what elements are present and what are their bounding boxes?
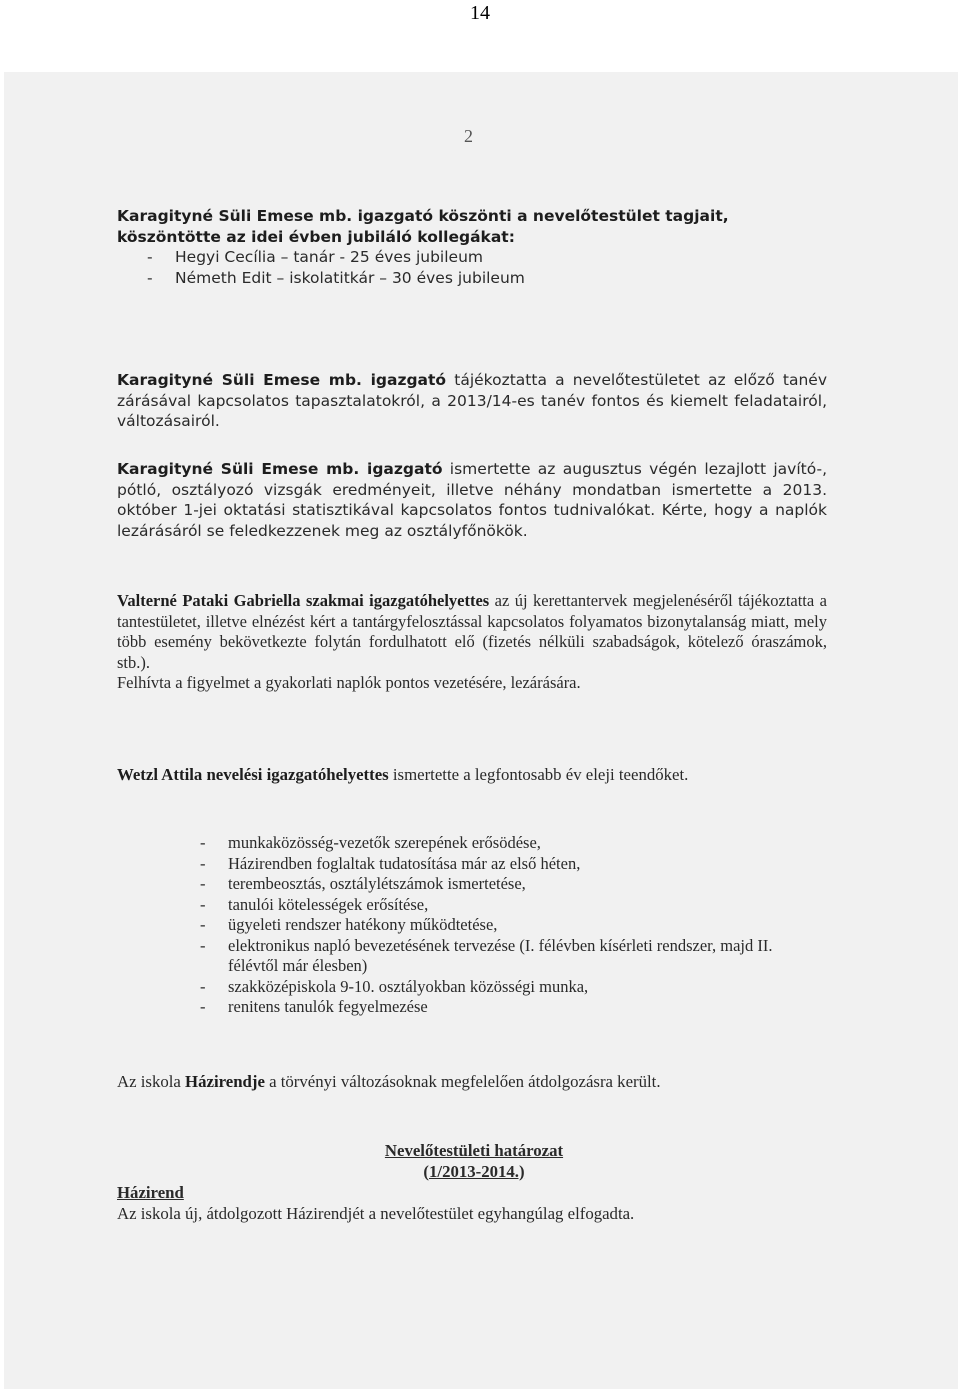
resolution-text: Az iskola új, átdolgozott Házirendjét a nevelőtestület egyhangúlag elfogadta.: [117, 1203, 635, 1223]
speaker-name: Karagityné Süli Emese mb. igazgató: [117, 371, 447, 389]
list-item: - Házirendben foglaltak tudatosítása már az első héten,: [200, 854, 825, 875]
list-item: - munkaközösség-vezetők szerepének erősödése,: [200, 833, 825, 854]
paragraph-text: a törvényi változásoknak megfelelően átdolgozásra került.: [264, 1072, 661, 1091]
greeting-heading-line1: Karagityné Süli Emese mb. igazgató köszönti a nevelőtestület tagjait,: [117, 207, 729, 225]
resolution-title: [234, 1141, 714, 1182]
list-item: - renitens tanulók fegyelmezése: [200, 997, 825, 1018]
scanned-page: [4, 72, 958, 1389]
speaker-name: Valterné Pataki Gabriella szakmai igazgatóhelyettes: [117, 591, 490, 610]
resolution-body: [117, 1183, 827, 1224]
paragraph-tajekoztatas: [117, 370, 827, 432]
greeting-section: [117, 206, 832, 288]
resolution-label: Házirend: [117, 1183, 184, 1202]
resolution-title-line1: Nevelőtestületi határozat: [384, 1141, 564, 1160]
paragraph-teendok: [117, 765, 827, 786]
greeting-heading-line2: köszöntötte az idei évben jubiláló kollegákat:: [117, 227, 515, 246]
tasks-list: [200, 833, 825, 1018]
jubilee-list: [117, 247, 832, 288]
paragraph-text: Az iskola: [117, 1072, 186, 1091]
scanned-page-number: 2: [464, 126, 473, 146]
paragraph-body: [117, 591, 827, 673]
list-item: - Németh Edit – iskolatitkár – 30 éves jubileum: [147, 268, 832, 289]
emphasis: Házirendje: [185, 1072, 265, 1091]
resolution-title-line2: (1/2013-2014.): [423, 1161, 525, 1181]
list-item: - tanulói kötelességek erősítése,: [200, 895, 825, 916]
page-number: 14: [470, 2, 490, 24]
paragraph-text: ismertette a legfontosabb év eleji teendőket.: [388, 765, 689, 784]
paragraph-text: az új kerettantervek megjelenéséről tájékoztatta a tantestületet, illetve elnézést kért a tantárgyfelosztással kapcsolatos folyamatos bizonytalanság miatt, mely több esemény bekövetkezte folytán fordulhatott elő (fizetés nélküli szabadságok, kötelező óraszámok, stb.).: [117, 591, 827, 672]
speaker-name: Wetzl Attila nevelési igazgatóhelyettes: [117, 765, 389, 784]
list-item: - szakközépiskola 9-10. osztályokban közösségi munka,: [200, 977, 825, 998]
paragraph-kerettanterv: [117, 591, 827, 694]
list-item: - elektronikus napló bevezetésének tervezése (I. félévben kísérleti rendszer, majd II. félévtől már élesben): [200, 936, 825, 977]
list-item: - ügyeleti rendszer hatékony működtetése,: [200, 915, 825, 936]
list-item: - terembeosztás, osztálylétszámok ismertetése,: [200, 874, 825, 895]
paragraph-text: tájékoztatta a nevelőtestületet az előző tanév zárásával kapcsolatos tapasztalatokról, a 2013/14-es tanév fontos és kiemelt feladatairól, változásairól.: [117, 371, 827, 430]
list-item: - Hegyi Cecília – tanár - 25 éves jubileum: [147, 247, 832, 268]
paragraph-vizsgak: [117, 459, 827, 541]
paragraph-line: Felhívta a figyelmet a gyakorlati naplók pontos vezetésére, lezárására.: [117, 673, 581, 692]
paragraph-text: ismertette az augusztus végén lezajlott javító-, pótló, osztályozó vizsgák eredményeit, illetve néhány mondatban ismertette a 2013. október 1-jei oktatási statisztikával kapcsolatos fontos tudnivalókat. Kérte, hogy a naplók lezárásáról se feledkezzenek meg az osztályfőnökök.: [117, 460, 828, 540]
speaker-name: Karagityné Süli Emese mb. igazgató: [117, 460, 443, 478]
paragraph-hazirend: [117, 1072, 827, 1093]
